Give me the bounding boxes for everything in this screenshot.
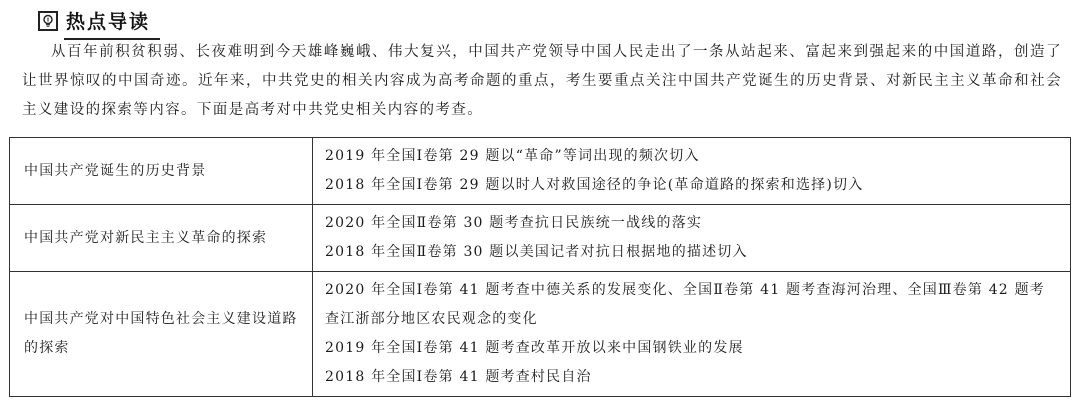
exam-topics-table (9, 137, 1071, 397)
table-item: 2018 年全国Ⅱ卷第 30 题以美国记者对抗日根据地的描述切入 (325, 244, 748, 260)
table-item: 2018 年全国Ⅰ卷第 41 题考查村民自治 (325, 369, 592, 385)
table-item: 2018 年全国Ⅰ卷第 29 题以时人对救国途径的争论(革命道路的探索和选择)切入 (325, 177, 864, 193)
table-category-cell: 中国共产党诞生的历史背景 (10, 138, 313, 205)
table-row (10, 138, 1071, 205)
table-item: 2019 年全国Ⅰ卷第 29 题以“革命”等词出现的频次切入 (325, 148, 700, 164)
lightbulb-icon-graphic (41, 14, 55, 28)
lightbulb-icon (38, 11, 58, 31)
table-item: 2020 年全国Ⅰ卷第 41 题考查中德关系的发展变化、全国Ⅱ卷第 41 题考查海河治理、全国Ⅲ卷第 42 题考查江浙部分地区农民观念的变化 (325, 282, 1045, 327)
table-row (10, 205, 1071, 272)
table-item: 2019 年全国Ⅰ卷第 41 题考查改革开放以来中国钢铁业的发展 (325, 340, 744, 356)
table-row (10, 272, 1071, 397)
table-items-cell (313, 272, 1071, 397)
section-header (38, 8, 154, 34)
table-items-cell (313, 138, 1071, 205)
table-category-cell: 中国共产党对新民主主义革命的探索 (10, 205, 313, 272)
table-category-cell: 中国共产党对中国特色社会主义建设道路的探索 (10, 272, 313, 397)
intro-paragraph: 从百年前积贫积弱、长夜难明到今天雄峰巍峨、伟大复兴，中国共产党领导中国人民走出了一条从站起来、富起来到强起来的中国道路，创造了让世界惊叹的中国奇迹。近年来，中共党史的相关内容成为高考命题的重点，考生要重点关注中国共产党诞生的历史背景、对新民主主义革命和社会主义建设的探索等内容。下面是高考对中共党史相关内容的考查。 (22, 44, 1062, 118)
table-item: 2020 年全国Ⅱ卷第 30 题考查抗日民族统一战线的落实 (325, 215, 703, 231)
section-title: 热点导读 (64, 7, 154, 36)
table-items-cell (313, 205, 1071, 272)
